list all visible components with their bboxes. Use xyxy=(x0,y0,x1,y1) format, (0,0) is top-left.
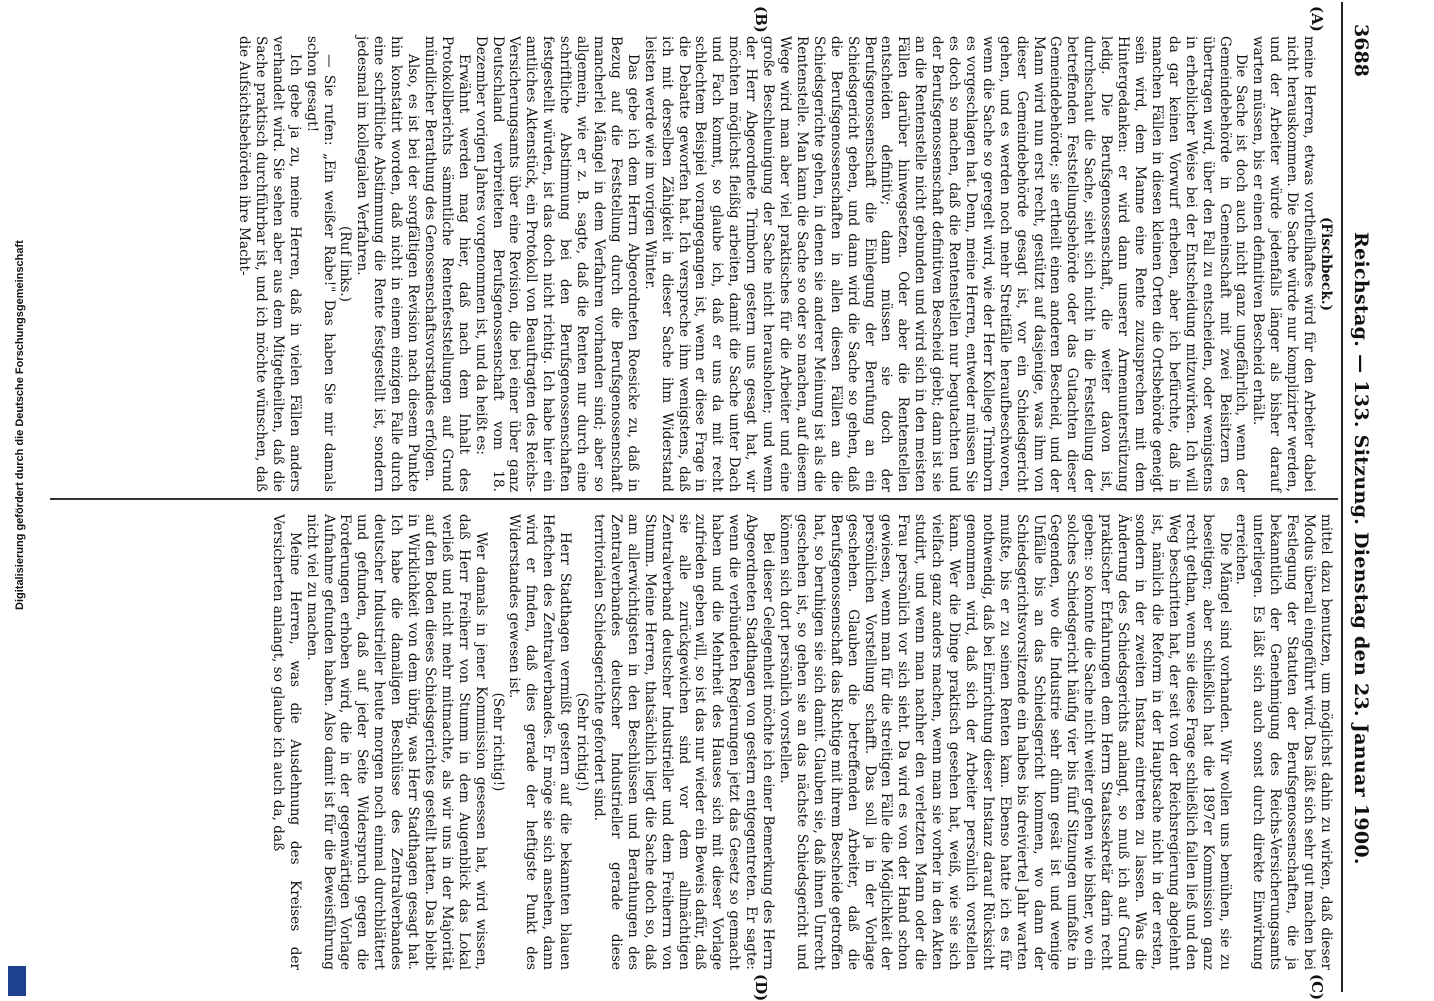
footer-text: Digitalisierung gefördert durch die Deutsche Forschungsgemeinschaft xyxy=(14,240,26,610)
margin-marker-d: (D) xyxy=(752,974,770,1001)
margin-marker-b: (B) xyxy=(752,6,770,33)
paragraph: Die Mängel sind vorhanden. Wir wollen uns bemühen, sie zu beseitigen; aber schließlich hat die 1897er Kommission ganz recht gethan, wenn sie diese Frage schließlich fallen ließ und den Weg beschritten hat, der seit von der Reichsregierung abgelehnt ist, nämlich die Reform in der Hauptsache nicht in der ersten, sondern in der zweiten Instanz eintreten zu lassen. Was die Änderung des Schiedsgerichts anlangt, so muß ich auf Grund praktischer Erfahrungen dem Herrn Staatssekretär darin recht geben: so konnte die Sache nicht weiter gehen wie bisher, wo ein solches Schiedsgericht häufig vier bis fünf Sitzungen umfaßte in Gegenden, wo die Industrie sehr dünn gesät ist und wenige Unfälle bis an das Schiedsgericht kommen, wo dann der Schiedsgerichtsvorsitzende ein halbes bis dreiviertel Jahr warten mußte, bis er zu seinen Renten kam. Ebenso hatte ich es für nothwendig, daß bei Einrichtung dieser Instanz darauf Rücksicht genommen wird, daß sich der Arbeiter persönlich vorstellen kann. Wer die Dinge praktisch gesehen hat, weiß, wie sie sich vielfach ganz anders machen, wenn man sie vorher in den Akten studirt, und wenn man nachher den verletzten Mann oder die Frau persönlich vor sich sieht. Da wird es von der Hand schon gewiesen, wenn man für die streitigen Fälle die Möglichkeit der persönlichen Vorstellung schafft. Das soll ja in der Vorlage geschehen. Glauben die betreffenden Arbeiter, daß die Berufsgenossenschaft das Richtige mit ihrem Bescheide getroffen hat, so beruhigen sie sich damit. Glauben sie, daß ihnen Unrecht geschehen ist, so gehen sie an das nächste Schiedsgericht und können sich dort persönlich vorstellen. xyxy=(777,514,1233,970)
column-divider xyxy=(50,498,1338,500)
paragraph: mittel dazu benutzen, um möglichst dahin zu wirken, daß dieser Modus überall eingeführt wird. Das läßt sich sehr gut machen bei Festlegung der Statuten der Berufsgenossenschaften, die ja bekanntlich der Genehmigung des Reichs-Versicherungsamts unterliegen. Es läßt sich auch sonst durch direkte Einwirkung erreichen. xyxy=(1233,514,1334,970)
header-rule xyxy=(1341,2,1343,992)
margin-marker-a: (A) xyxy=(1308,6,1326,32)
document-page xyxy=(44,2,1374,1001)
paragraph: Bei dieser Gelegenheit möchte ich einer Bemerkung des Herrn Abgeordneten Stadthagen von gestern entgegentreten. Er sagte: wenn die verbündeten Regierungen jetzt das Gesetz so gemacht haben und die Mehrheit des Hauses sich mit dieser Vorlage zufrieden geben will, so ist das nur wieder ein Beweis dafür, daß sie alle zurückgewichen sind vor dem allmächtigen Zentralverband deutscher Industrieller und dem Freiherrn von Stumm. Meine Herren, thatsächlich liegt die Sache doch so, daß am allerwichtigsten in den Beschlüssen und Berathungen des Zentralverbandes deutscher Industrieller gerade diese territorialen Schiedsgerichte gefordert sind. xyxy=(591,514,777,970)
paragraph: Also, es ist bei der sorgfältigen Revision nach diesem Punkte hin konstatirt worden, daß nicht in einem einzigen Falle durch eine schriftliche Abstimmung die Rente festgestellt ist, sondern jedesmal im kollegialen Verfahren. xyxy=(354,36,422,492)
quotation: Erwähnt werden mag hier, daß nach dem Inhalt des Protokollberichts sämmtliche Rentenfeststellungen auf Grund mündlicher Berathung des Genossenschaftsvorstandes erfolgen. xyxy=(421,36,472,492)
dfg-logo-icon xyxy=(8,966,26,996)
interjection: (Sehr richtig!) xyxy=(489,692,506,792)
page-number: 3688 xyxy=(1350,24,1372,77)
paragraph: Meine Herren, was die Ausdehnung des Kreises der Versicherten anlangt, so glaube ich auch da, daß xyxy=(269,514,303,970)
interjection: (Ruf links.) xyxy=(337,226,354,302)
interjection: (Sehr richtig!) xyxy=(574,692,591,792)
paragraph: Ich gebe ja zu, meine Herren, daß in vielen Fällen anders verhandelt wird. Sie sehen aber aus dem Mitgetheilten, daß die Sache praktisch durchführbar ist, und ich möchte wünschen, daß die Aufsichtsbehörden ihre Macht- xyxy=(236,36,303,492)
right-column xyxy=(269,514,1334,970)
page-header xyxy=(1346,2,1374,992)
margin-marker-c: (C) xyxy=(1308,974,1326,1001)
paragraph: meine Herren, etwas vortheilhaftes wird für den Arbeiter dabei nicht herauskommen. Die Sache würde nur komplizirter werden, und der Arbeiter würde jedenfalls länger als bisher darauf warten müssen, bis er einen definitiven Bescheid erhält. xyxy=(1250,36,1318,492)
paragraph: Herr Stadthagen vermißt gestern auf die bekannten blauen Heftchen des Zentralverbandes. Er möge sie sich ansehen, dann wird er finden, daß dies gerade der heftigste Punkt des Widerstandes gewesen ist. xyxy=(506,514,574,970)
paragraph: — Sie rufen: „Ein weißer Rabe!" Das haben Sie mir damals schon gesagt! xyxy=(303,36,337,492)
left-column xyxy=(235,36,1334,492)
speaker-name: (Fischbeck.) xyxy=(1318,216,1334,312)
paragraph: Die Sache ist doch auch nicht ganz ungefährlich, wenn der Gemeindebehörde in Gemeinschaft mit zwei Beisitzern es übertragen wird, über den Fall zu entscheiden, oder wenigstens in erheblicher Weise bei der Entscheidung mitzuwirken. Ich will da gar keinen Vorwurf erheben, aber ich befürchte, daß in manchen Fällen in diesen kleinen Orten die Ortsbehörde geneigt sein wird, dem Manne eine Rente zuzusprechen mit dem Hintergedanken: er wird dann unserer Armenunterstützung ledig. Die Berufsgenossenschaft, die weiter davon ist, durchschaut die Sache, sieht sich nicht in die Feststellung der betreffenden Feststellungsbehörde oder das Gutachten dieser Gemeindebehörde; sie ertheilt einen anderen Bescheid, und der Mann wird nun erst recht, gestützt auf dasjenige, was ihm von dieser Gemeindebehörde gesagt ist, vor ein Schiedsgericht gehen, und es werden noch mehr Streitfälle heraufbeschworen, wenn die Sache so geregelt wird, wie der Herr Kollege Trimborn es vorgeschlagen hat. Denn, meine Herren, entweder müssen Sie es doch so machen, daß die Rentenstellen nur begutachten und der Berufsgenossenschaft definitiven Bescheid giebt; dann ist sie an die Rentenstelle nicht gebunden und wird sich in den meisten Fällen darüber hinwegsetzen. Oder aber die Rentenstellen entscheiden definitiv; dann müssen sie doch der Berufsgenossenschaft die Einlegung der Berufung an ein Schiedsgericht geben, und dann wird die Sache so gehen, daß die Berufsgenossenschaften in allen diesen Fällen an die Schiedsgerichte gehen, in denen sie anderer Meinung ist als die Rentenstelle. Man kann die Sache so oder so machen, auf diesem Wege wird man aber viel praktisches für die Arbeiter und eine große Beschleunigung der Sache nicht herausholen; und wenn der Herr Abgeordnete Trimborn gestern uns gesagt hat, wir möchten möglichst fleißig arbeiten, damit die Sache unter Dach und Fach kommt, so glaube ich, daß er uns da mit recht schlechtem Beispiel vorangegangen ist, wenn er diese Frage in die Debatte geworfen hat. Ich verspreche ihm wenigstens, daß ich mit derselben Zähigkeit in dieser Sache ihm Widerstand leisten werde wie im vorigen Winter. xyxy=(641,36,1250,492)
footer-credit xyxy=(14,0,34,1000)
paragraph: Wer damals in jener Kommission gesessen hat, wird wissen, daß Herr Freiherr von Stumm in dem Augenblick das Lokal verließ und nicht mehr mitmachte, als wir uns in der Majorität auf den Boden dieses Schiedsgerichtes gestellt hatten. Das bleibt in Wirklichkeit von dem übrig, was Herr Stadthagen gesagt hat. Ich habe die damaligen Beschlüsse des Zentralverbandes deutscher Industrieller heute morgen noch einmal durchblättert und gefunden, daß auf jeder Seite Widerspruch gegen die Forderungen erhoben wird, die in der gegenwärtigen Vorlage Aufnahme gefunden haben. Also damit ist für die Beweisführung nicht viel zu machen. xyxy=(303,514,489,970)
page-title: Reichstag. — 133. Sitzung. Dienstag den 23. Januar 1900. xyxy=(1350,232,1372,865)
paragraph: Das gebe ich dem Herrn Abgeordneten Roesicke zu, daß in Bezug auf die Feststellung durch die Berufsgenossenschaft mancherlei Mängel in dem Verfahren vorhanden sind; aber so allgemein, wie er z. B. sagte, daß die Renten nur durch eine schriftliche Abstimmung bei den Berufsgenossenschaften festgestellt würden, ist das doch nicht richtig. Ich habe hier ein amtliches Aktenstück, ein Protokoll von Beauftragten des Reichs-Versicherungsamts über eine Revision, die bei einer über ganz Deutschland verbreiteten Berufsgenossenschaft vom 18. Dezember vorigen Jahres vorgenommen ist, und da heißt es: xyxy=(472,36,641,492)
